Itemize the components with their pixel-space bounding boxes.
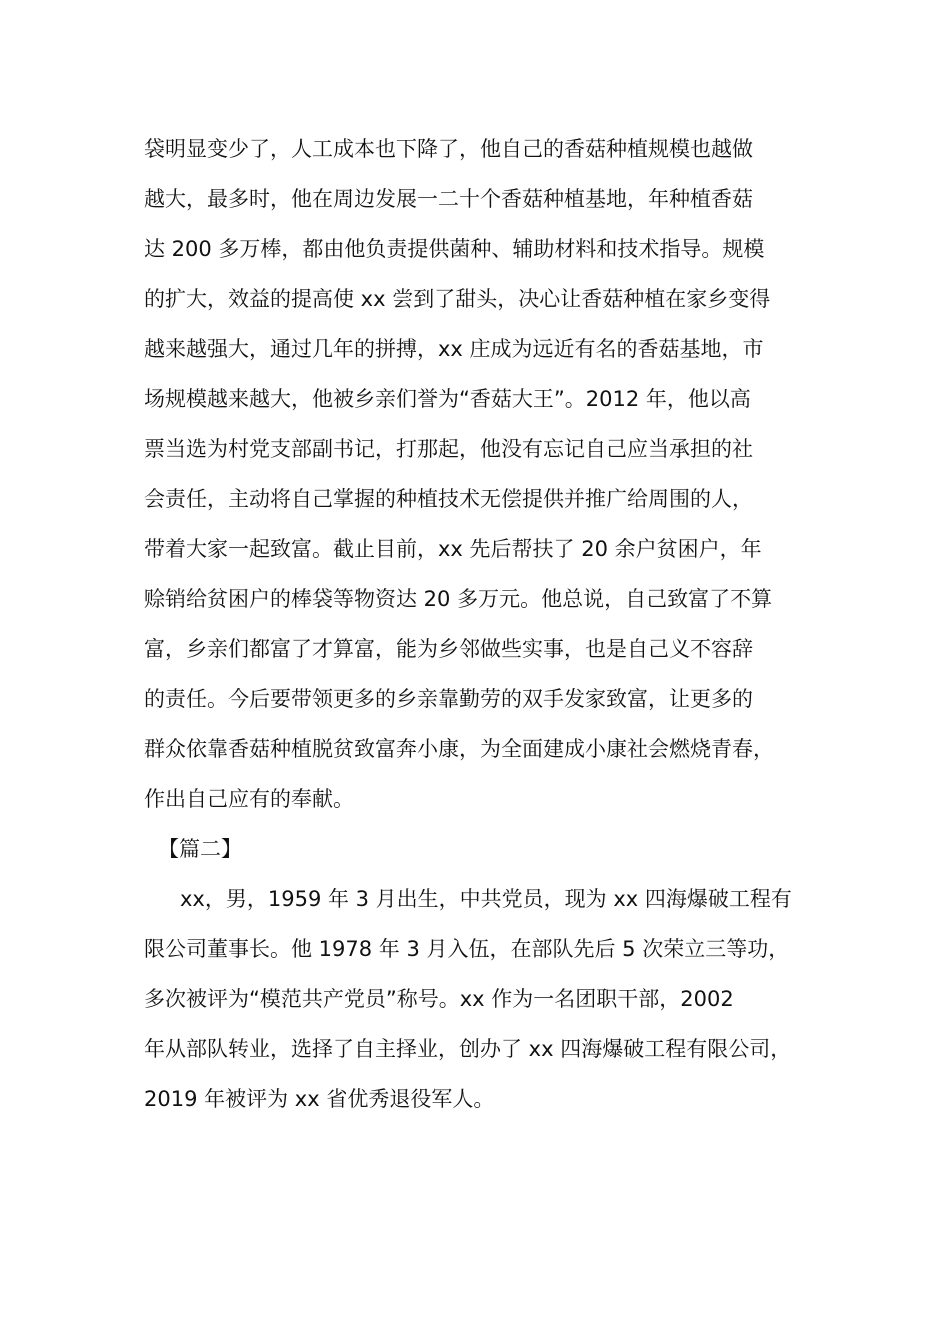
text-line-content: 限公司董事长。他 1978 年 3 月入伍，在部队先后 5 次荣立三等功， (144, 937, 790, 961)
text-line (144, 524, 814, 574)
text-line-content: 的扩大，效益的提高使 xx 尝到了甜头，决心让香菇种植在家乡变得 (144, 287, 771, 311)
text-line (144, 624, 814, 674)
text-line-content: 的责任。今后要带领更多的乡亲靠勤劳的双手发家致富，让更多的 (144, 687, 753, 711)
text-line-content: 多次被评为“模范共产党员”称号。xx 作为一名团职干部，2002 (144, 987, 734, 1011)
text-line (144, 124, 814, 174)
text-line (144, 874, 814, 924)
text-line-content: 作出自己应有的奉献。 (144, 787, 354, 811)
text-line-content: 带着大家一起致富。截止目前，xx 先后帮扶了 20 余户贫困户，年 (144, 537, 762, 561)
text-line (144, 374, 814, 424)
text-line-content: 2019 年被评为 xx 省优秀退役军人。 (144, 1087, 495, 1111)
paragraph-2 (144, 874, 814, 1124)
text-line-content: 达 200 多万棒，都由他负责提供菌种、辅助材料和技术指导。规模 (144, 237, 765, 261)
text-line (144, 1074, 814, 1124)
text-line (144, 224, 814, 274)
text-line-content: xx，男，1959 年 3 月出生，中共党员，现为 xx 四海爆破工程有 (180, 887, 792, 911)
text-line-content: 富，乡亲们都富了才算富，能为乡邻做些实事，也是自己义不容辞 (144, 637, 753, 661)
text-line (144, 174, 814, 224)
text-line (144, 724, 814, 774)
text-line (144, 924, 814, 974)
section-heading: 【篇二】 (158, 837, 242, 861)
text-line (144, 974, 814, 1024)
text-line (144, 324, 814, 374)
text-line (144, 474, 814, 524)
text-line (144, 1024, 814, 1074)
text-line-content: 场规模越来越大，他被乡亲们誉为“香菇大王”。2012 年，他以高 (144, 387, 751, 411)
text-line (144, 774, 814, 824)
text-line-content: 年从部队转业，选择了自主择业，创办了 xx 四海爆破工程有限公司， (144, 1037, 792, 1061)
text-line-content: 群众依靠香菇种植脱贫致富奔小康，为全面建成小康社会燃烧青春， (144, 737, 774, 761)
text-line-content: 越来越强大，通过几年的拼搏，xx 庄成为远近有名的香菇基地，市 (144, 337, 764, 361)
text-line (144, 274, 814, 324)
text-line (144, 424, 814, 474)
text-line-content: 票当选为村党支部副书记，打那起，他没有忘记自己应当承担的社 (144, 437, 753, 461)
paragraph-1 (144, 124, 814, 824)
text-line-content: 赊销给贫困户的棒袋等物资达 20 多万元。他总说，自己致富了不算 (144, 587, 773, 611)
text-line-content: 袋明显变少了，人工成本也下降了，他自己的香菇种植规模也越做 (144, 137, 753, 161)
text-line (144, 574, 814, 624)
text-line (144, 674, 814, 724)
text-line-content: 越大，最多时，他在周边发展一二十个香菇种植基地，年种植香菇 (144, 187, 753, 211)
text-line-content: 会责任，主动将自己掌握的种植技术无偿提供并推广给周围的人， (144, 487, 753, 511)
document-body (144, 124, 814, 1124)
